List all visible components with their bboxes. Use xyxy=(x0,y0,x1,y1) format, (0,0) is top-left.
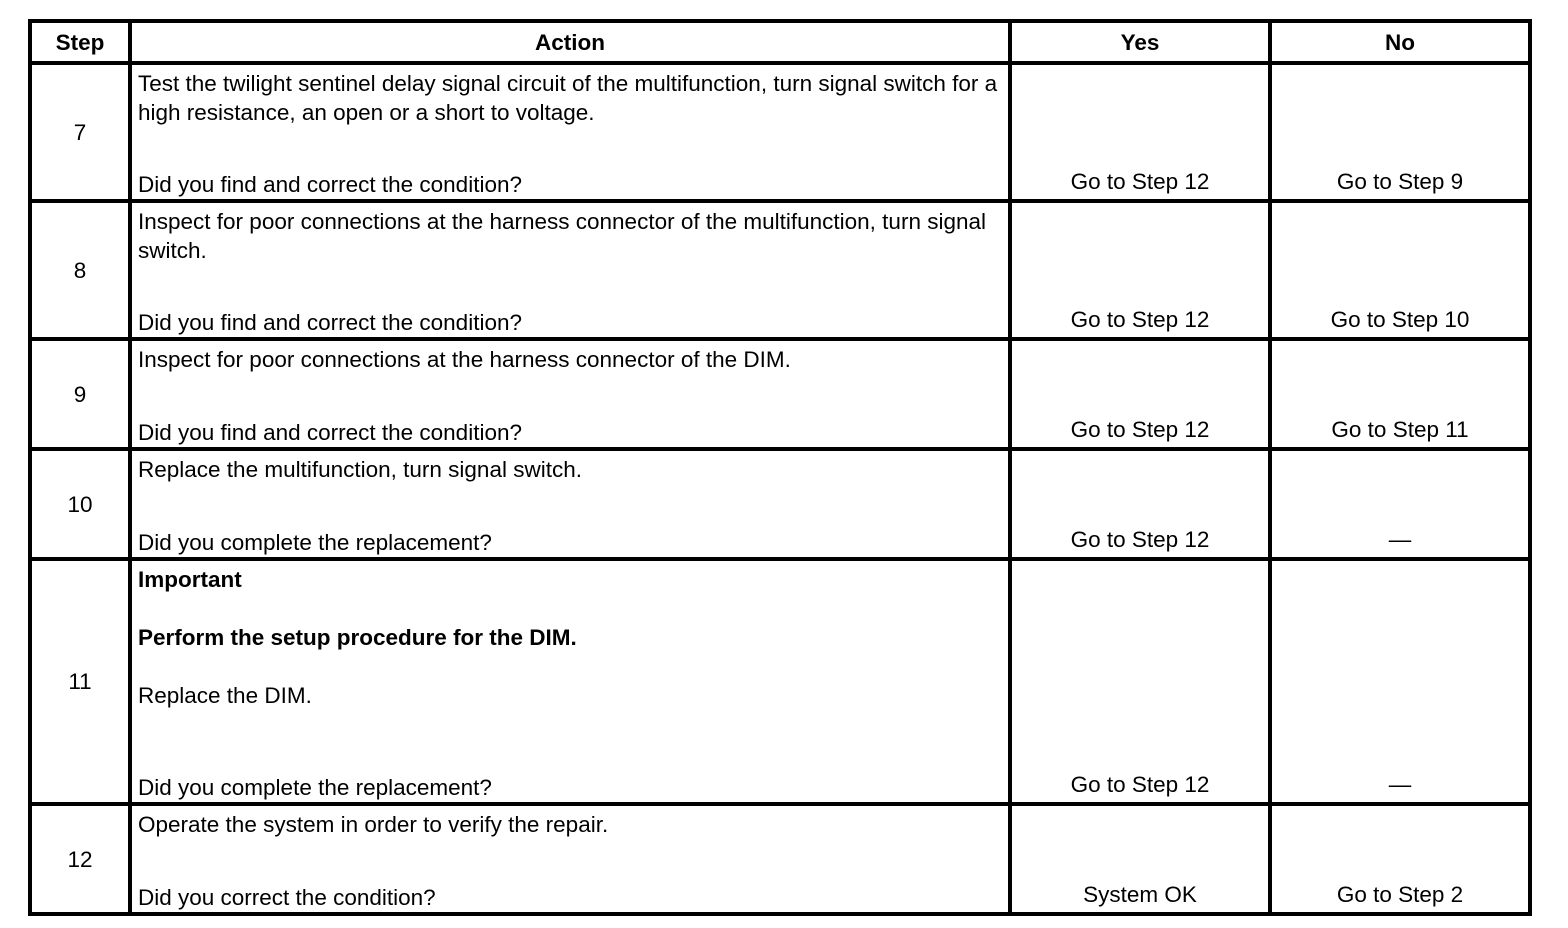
step-number: 9 xyxy=(30,339,130,449)
table-row xyxy=(30,449,1530,559)
action-question: Did you find and correct the condition? xyxy=(138,172,522,197)
header-no: No xyxy=(1270,21,1530,63)
no-result: Go to Step 10 xyxy=(1270,201,1530,339)
important-label: Important xyxy=(138,567,242,592)
yes-result: Go to Step 12 xyxy=(1010,339,1270,449)
yes-result: Go to Step 12 xyxy=(1010,449,1270,559)
action-question: Did you find and correct the condition? xyxy=(138,310,522,335)
no-result: Go to Step 2 xyxy=(1270,804,1530,914)
no-result: — xyxy=(1270,559,1530,804)
table-row xyxy=(30,559,1530,804)
action-question: Did you correct the condition? xyxy=(138,885,436,910)
action-text: Operate the system in order to verify the repair. xyxy=(138,812,609,837)
yes-result: Go to Step 12 xyxy=(1010,201,1270,339)
action-cell xyxy=(130,449,1010,559)
yes-result: Go to Step 12 xyxy=(1010,63,1270,201)
action-cell xyxy=(130,804,1010,914)
step-number: 12 xyxy=(30,804,130,914)
no-result: Go to Step 11 xyxy=(1270,339,1530,449)
header-yes: Yes xyxy=(1010,21,1270,63)
action-text: Replace the DIM. xyxy=(138,683,312,708)
yes-result: Go to Step 12 xyxy=(1010,559,1270,804)
table-row xyxy=(30,339,1530,449)
table-row xyxy=(30,804,1530,914)
header-action: Action xyxy=(130,21,1010,63)
action-cell xyxy=(130,339,1010,449)
action-cell xyxy=(130,201,1010,339)
step-number: 11 xyxy=(30,559,130,804)
step-number: 7 xyxy=(30,63,130,201)
header-row xyxy=(30,21,1530,63)
action-question: Did you complete the replacement? xyxy=(138,775,492,800)
action-question: Did you complete the replacement? xyxy=(138,530,492,555)
step-number: 10 xyxy=(30,449,130,559)
action-text: Inspect for poor connections at the harness connector of the multifunction, turn signal switch. xyxy=(138,209,986,263)
action-cell xyxy=(130,559,1010,804)
header-step: Step xyxy=(30,21,130,63)
no-result: — xyxy=(1270,449,1530,559)
important-note: Perform the setup procedure for the DIM. xyxy=(138,625,577,650)
no-result: Go to Step 9 xyxy=(1270,63,1530,201)
action-text: Test the twilight sentinel delay signal circuit of the multifunction, turn signal switch for a high resistance, an open or a short to voltage. xyxy=(138,71,998,125)
yes-result: System OK xyxy=(1010,804,1270,914)
table-row xyxy=(30,63,1530,201)
step-number: 8 xyxy=(30,201,130,339)
diagnostic-table xyxy=(28,19,1532,916)
table-row xyxy=(30,201,1530,339)
action-text: Inspect for poor connections at the harness connector of the DIM. xyxy=(138,347,791,372)
action-text: Replace the multifunction, turn signal switch. xyxy=(138,457,582,482)
action-cell xyxy=(130,63,1010,201)
action-question: Did you find and correct the condition? xyxy=(138,420,522,445)
